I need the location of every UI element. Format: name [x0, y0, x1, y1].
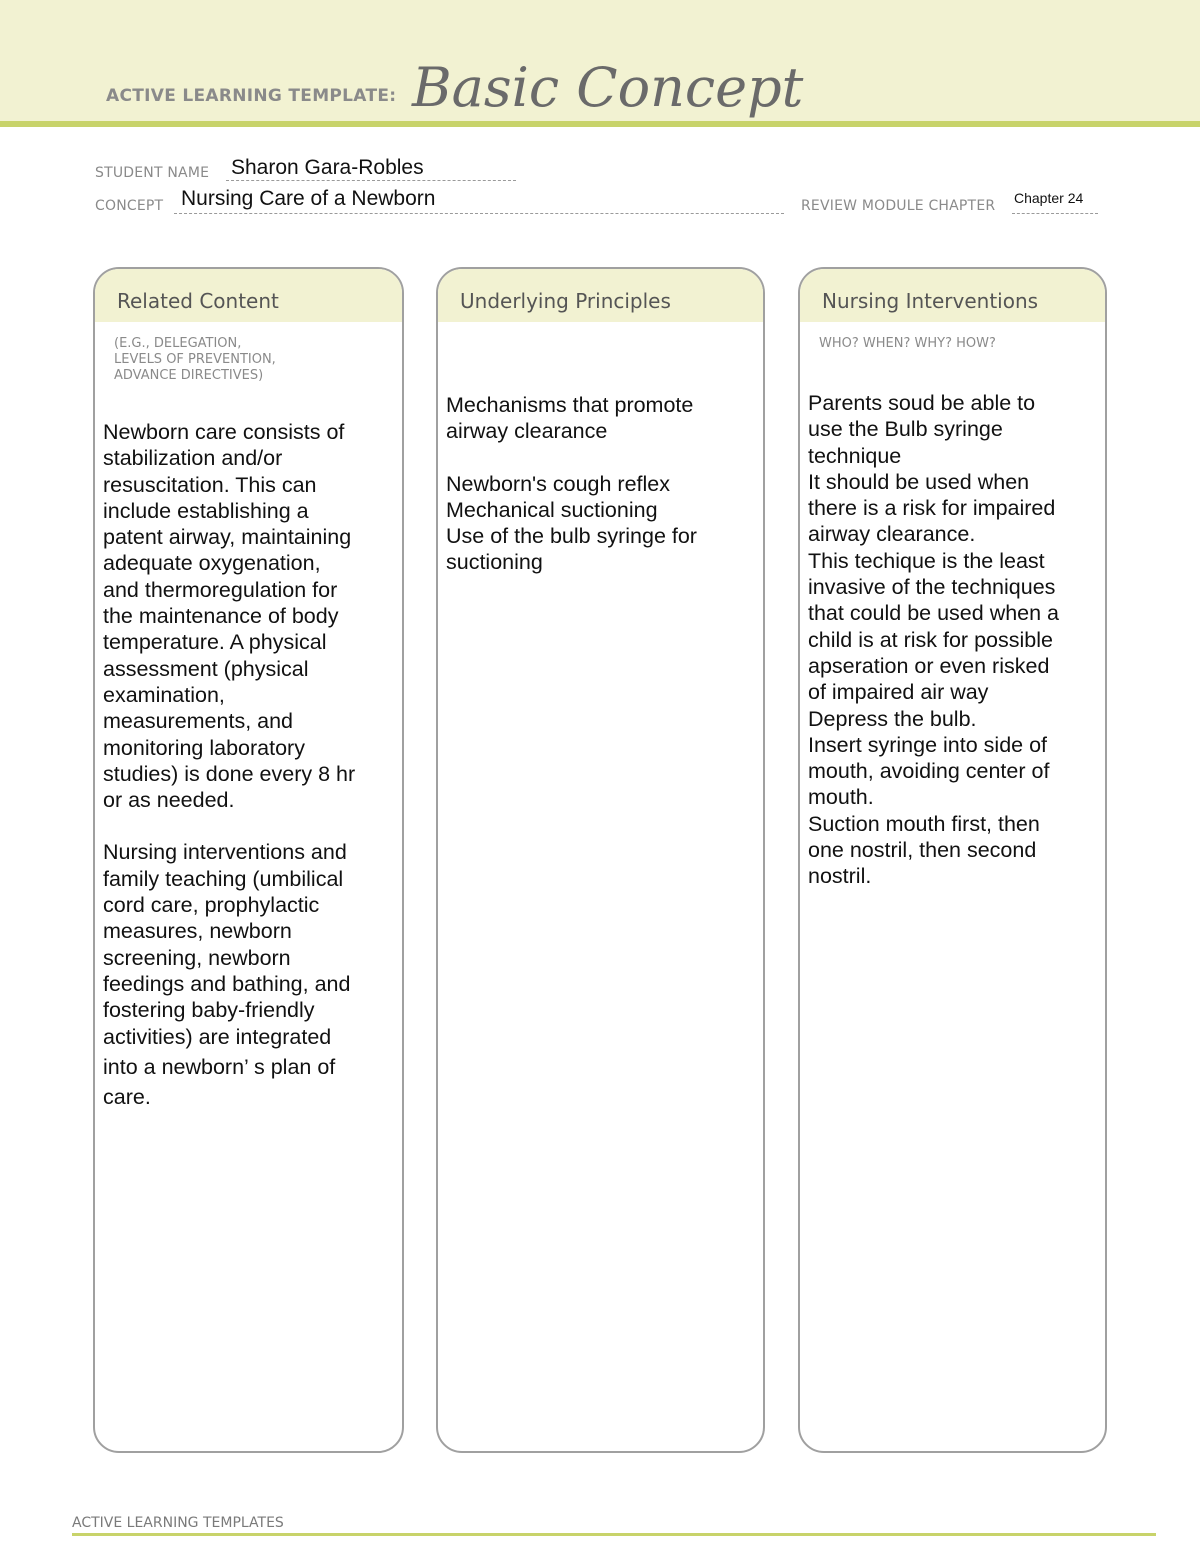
text-line: there is a risk for impaired — [808, 496, 1056, 521]
related-content-hint — [114, 336, 276, 384]
nursing-interventions-header — [800, 269, 1105, 322]
template-title: Basic Concept — [412, 56, 804, 119]
text-line: and thermoregulation for — [103, 577, 338, 602]
text-line: family teaching (umbilical — [103, 866, 344, 891]
hint-line: (E.G., DELEGATION, — [114, 336, 242, 351]
underlying-principles-header — [438, 269, 763, 322]
text-line: Mechanical suctioning — [446, 497, 658, 522]
text-line: Insert syringe into side of — [808, 732, 1048, 757]
text-line: feedings and bathing, and — [103, 971, 351, 996]
student-name-line — [226, 180, 516, 181]
text-line: resuscitation. This can — [103, 472, 317, 497]
text-line: apseration or even risked — [808, 653, 1050, 678]
nursing-interventions-card — [798, 267, 1107, 1453]
text-line: patent airway, maintaining — [103, 525, 352, 550]
text-line: cord care, prophylactic — [103, 893, 320, 918]
related-content-text[interactable] — [103, 419, 396, 1136]
concept-value[interactable]: Nursing Care of a Newborn — [181, 187, 436, 210]
template-label: ACTIVE LEARNING TEMPLATE: — [106, 86, 397, 106]
text-line: This techique is the least — [808, 548, 1045, 573]
text-line: technique — [808, 443, 902, 468]
text-line: assessment (physical — [103, 656, 309, 681]
text-line: into a newborn’ s plan of — [103, 1054, 336, 1079]
text-line: Depress the bulb. — [808, 706, 977, 731]
underlying-principles-paragraph-1 — [446, 392, 757, 445]
text-line: Parents soud be able to — [808, 391, 1036, 415]
text-line: of impaired air way — [808, 680, 989, 705]
text-line: Mechanisms that promote — [446, 393, 694, 417]
student-name-label: STUDENT NAME — [95, 165, 210, 181]
text-line: monitoring laboratory — [103, 735, 305, 760]
text-line: It should be used when — [808, 469, 1030, 494]
text-line: activities) are integrated — [103, 1024, 332, 1049]
underlying-principles-paragraph-2 — [446, 471, 757, 576]
text-line: child is at risk for possible — [808, 627, 1053, 652]
hint-line: ADVANCE DIRECTIVES) — [114, 368, 264, 383]
review-module-value[interactable]: Chapter 24 — [1014, 190, 1084, 206]
text-line: measurements, and — [103, 709, 294, 734]
underlying-principles-text[interactable] — [446, 392, 757, 602]
header-rule — [0, 121, 1200, 127]
text-line: temperature. A physical — [103, 630, 327, 655]
text-line: Newborn care consists of — [103, 420, 345, 444]
text-line: Newborn's cough reflex — [446, 471, 670, 496]
text-line: Nursing interventions and — [103, 840, 347, 865]
text-line: or as needed. — [103, 788, 235, 813]
text-line: nostril. — [808, 864, 872, 889]
related-content-card — [93, 267, 404, 1453]
text-line: airway clearance. — [808, 522, 976, 547]
review-module-label: REVIEW MODULE CHAPTER — [801, 198, 996, 214]
nursing-interventions-title: Nursing Interventions — [822, 289, 1039, 313]
text-line: that could be used when a — [808, 601, 1060, 626]
text-line: the maintenance of body — [103, 604, 339, 629]
text-line: mouth, avoiding center of — [808, 759, 1050, 784]
text-line: studies) is done every 8 hr — [103, 761, 356, 786]
nursing-interventions-text[interactable] — [808, 390, 1099, 890]
underlying-principles-card — [436, 267, 765, 1453]
text-line: airway clearance — [446, 419, 608, 444]
text-line: adequate oxygenation, — [103, 551, 321, 576]
review-module-line — [1012, 213, 1098, 214]
text-line: care. — [103, 1085, 151, 1110]
text-line: Use of the bulb syringe for — [446, 524, 697, 549]
text-line: screening, newborn — [103, 945, 291, 970]
student-name-value[interactable]: Sharon Gara-Robles — [231, 156, 424, 179]
nursing-interventions-hint: WHO? WHEN? WHY? HOW? — [819, 336, 996, 351]
concept-label: CONCEPT — [95, 198, 164, 214]
text-line: fostering baby-friendly — [103, 998, 315, 1023]
text-line: one nostril, then second — [808, 838, 1037, 863]
related-content-paragraph-2 — [103, 839, 396, 1110]
concept-line — [174, 213, 784, 214]
related-content-paragraph-1 — [103, 419, 396, 813]
footer-rule — [72, 1533, 1156, 1536]
text-line: Suction mouth first, then — [808, 811, 1040, 836]
related-content-header — [95, 269, 402, 322]
footer-label: ACTIVE LEARNING TEMPLATES — [72, 1515, 284, 1531]
text-line: mouth. — [808, 785, 874, 810]
text-line: invasive of the techniques — [808, 575, 1056, 600]
hint-line: LEVELS OF PREVENTION, — [114, 352, 276, 367]
text-line: stabilization and/or — [103, 446, 283, 471]
text-line: measures, newborn — [103, 919, 292, 944]
underlying-principles-title: Underlying Principles — [460, 289, 671, 313]
related-content-title: Related Content — [117, 289, 279, 313]
text-line: suctioning — [446, 550, 543, 575]
text-line: include establishing a — [103, 498, 309, 523]
text-line: examination, — [103, 682, 225, 707]
text-line: use the Bulb syringe — [808, 417, 1003, 442]
